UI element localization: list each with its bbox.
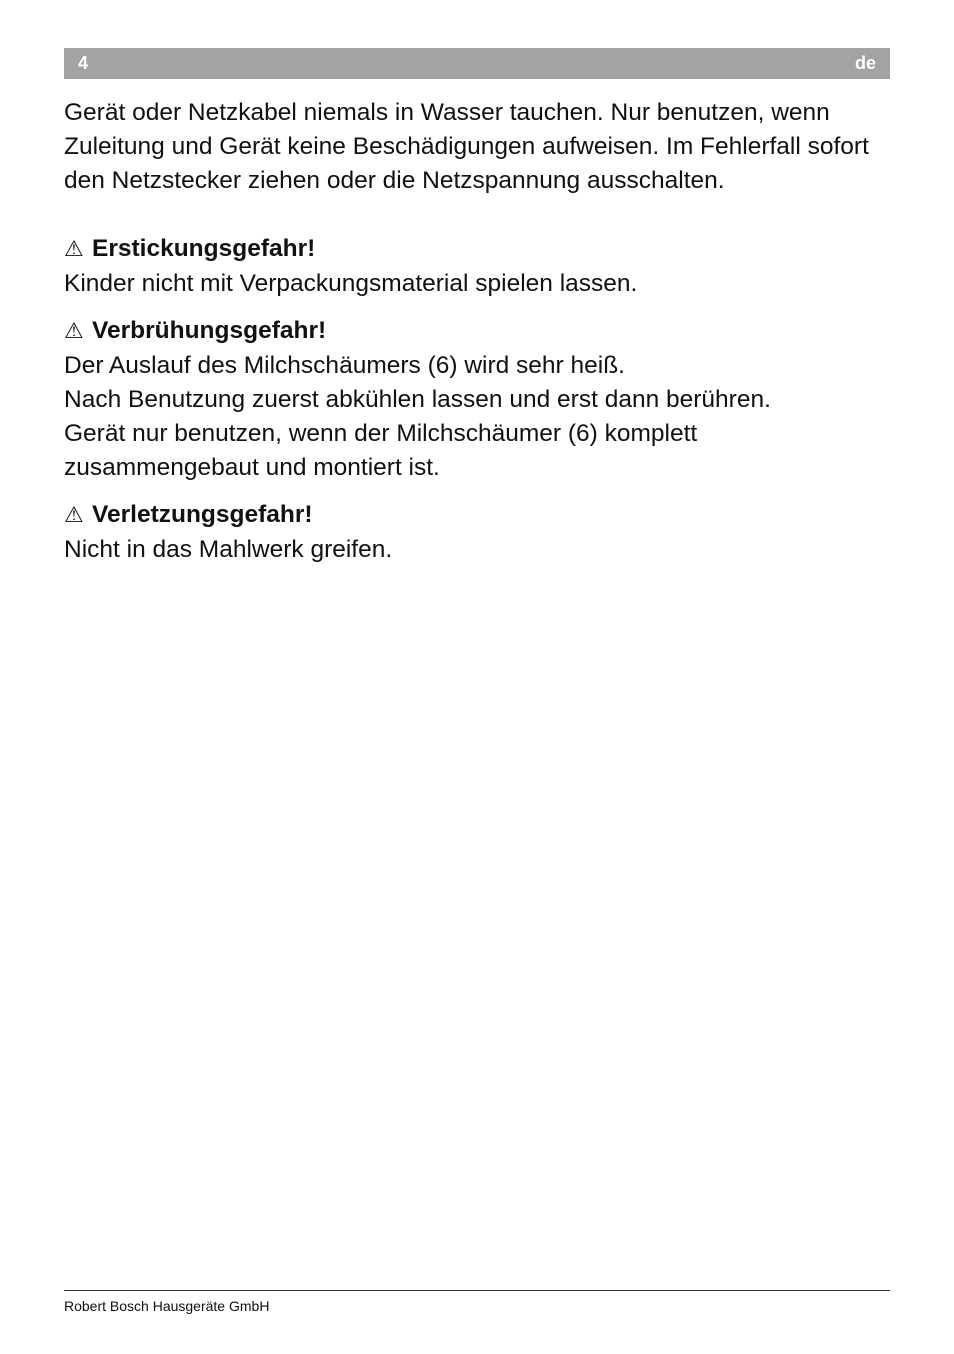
warning-text: Nicht in das Mahlwerk greifen. bbox=[64, 536, 393, 563]
page-header-bar bbox=[64, 48, 890, 79]
page-number: 4 bbox=[78, 53, 89, 73]
warning-triangle-icon: ⚠ bbox=[64, 319, 84, 344]
warning-triangle-icon: ⚠ bbox=[64, 503, 84, 528]
warning-text: Gerät nur benutzen, wenn der Milchschäumer (6) komplett zusammengebaut und montiert ist. bbox=[64, 420, 698, 481]
warning-title: ⚠ Verbrühungsgefahr! bbox=[64, 314, 890, 349]
warning-text: Kinder nicht mit Verpackungsmaterial spielen lassen. bbox=[64, 270, 638, 297]
warning-title: ⚠ Verletzungsgefahr! bbox=[64, 498, 890, 533]
intro-paragraph: Gerät oder Netzkabel niemals in Wasser tauchen. Nur benutzen, wenn Zuleitung und Gerät keine Beschädigungen aufweisen. Im Fehlerfall sofort den Netzstecker ziehen oder die Netzspannung ausschalten. bbox=[64, 99, 869, 194]
warning-triangle-icon: ⚠ bbox=[64, 237, 84, 262]
language-code: de bbox=[854, 53, 876, 73]
warning-section-suffocation bbox=[64, 232, 890, 301]
warning-section-injury bbox=[64, 498, 890, 567]
footer-company: Robert Bosch Hausgeräte GmbH bbox=[64, 1298, 270, 1314]
footer-divider bbox=[64, 1290, 890, 1291]
warning-section-scalding bbox=[64, 314, 890, 485]
warning-text: Nach Benutzung zuerst abkühlen lassen und erst dann berühren. bbox=[64, 386, 771, 413]
warning-title: ⚠ Erstickungsgefahr! bbox=[64, 232, 890, 267]
document-body bbox=[64, 96, 890, 580]
warning-text: Der Auslauf des Milchschäumers (6) wird sehr heiß. bbox=[64, 352, 625, 379]
